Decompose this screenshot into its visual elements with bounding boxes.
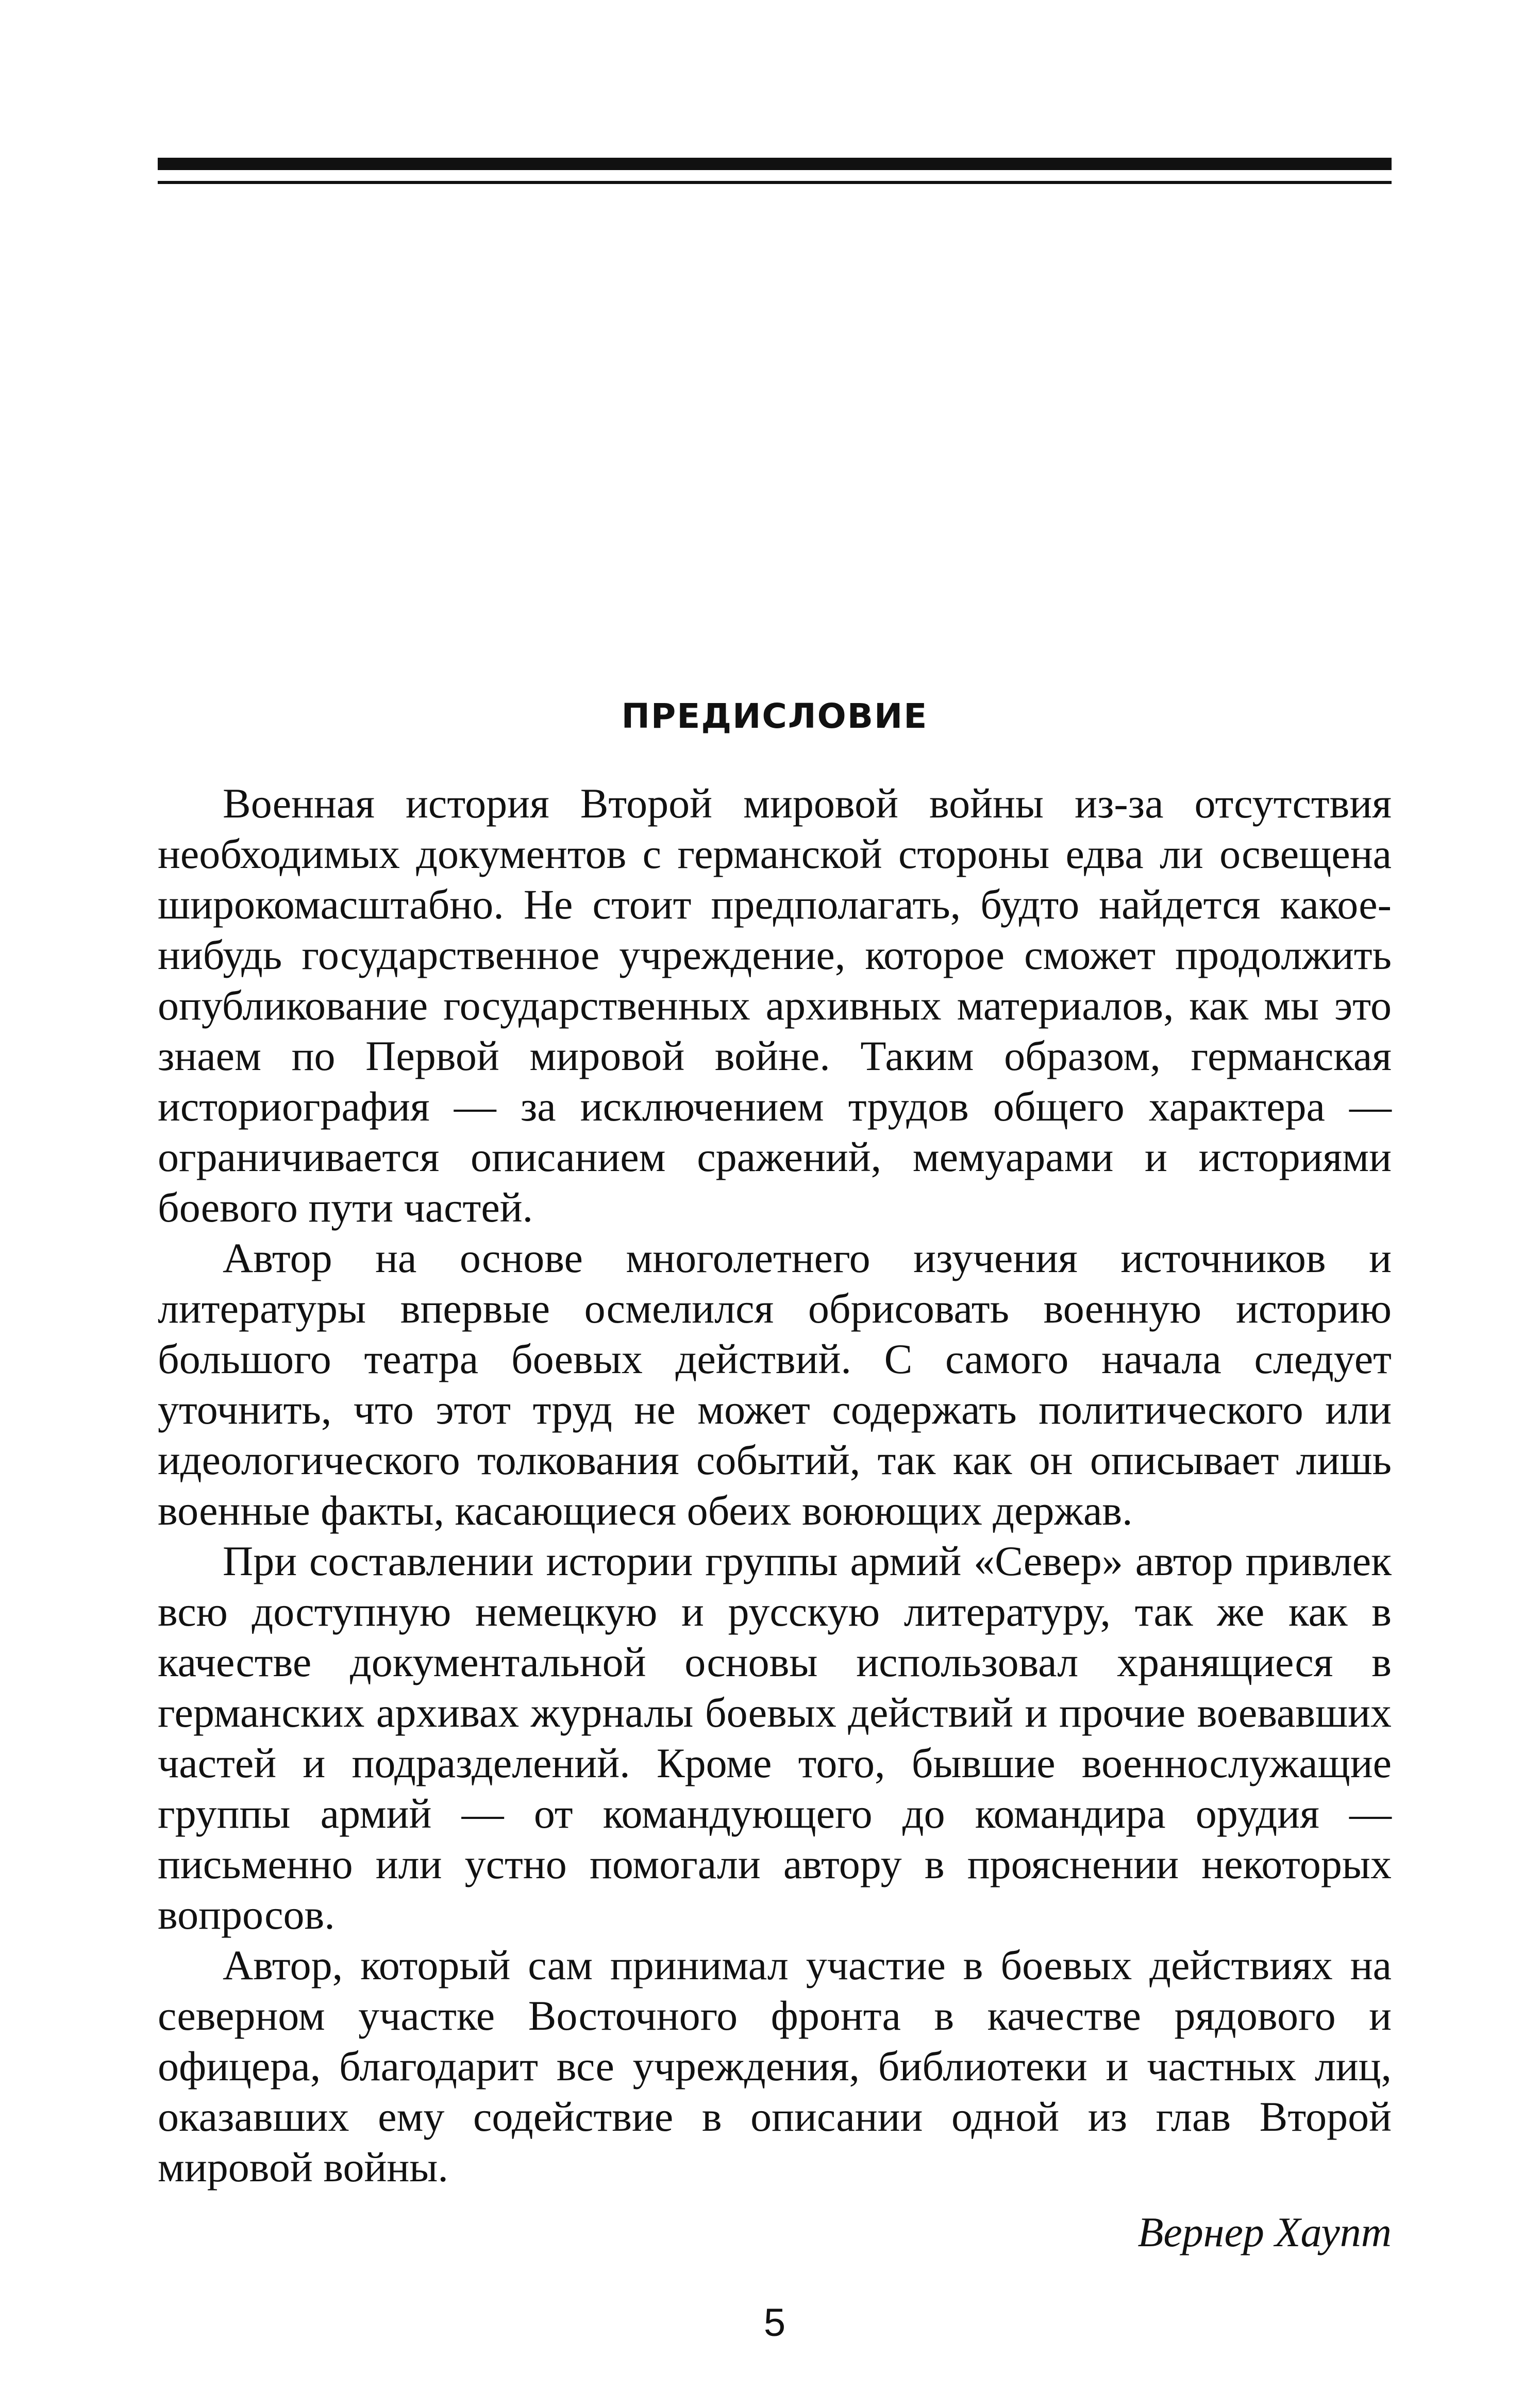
author-signature: Вернер Хаупт (1137, 2209, 1392, 2255)
page-number: 5 (763, 2301, 786, 2345)
header-rule-thick (158, 158, 1392, 170)
paragraph-2: Автор на основе многолетнего изучения источников и литературы впервые осмелился обрисовать военную историю большого театра боевых действий. С самого начала следует уточнить, что этот труд не может содержать политического или идеологического толкования событий, так как он описывает лишь военные факты, касающиеся обеих воюющих держав. (158, 1234, 1392, 1534)
paragraph-1: Военная история Второй мировой войны из-за отсутствия необходимых документов с германской стороны едва ли освещена широкомасштабно. Не стоит предполагать, будто найдется какое-нибудь государственное учреждение, которое сможет продолжить опубликование государственных архивных материалов, как мы это знаем по Первой мировой войне. Таким образом, германская историография — за исключением трудов общего характера — ограничивается описанием сражений, мемуарами и историями боевого пути частей. (158, 780, 1392, 1231)
header-rule-thin (158, 181, 1392, 184)
body-text (158, 778, 1392, 2193)
chapter-heading: ПРЕДИСЛОВИЕ (621, 696, 928, 736)
paragraph-3: При составлении истории группы армий «Север» автор привлек всю доступную немецкую и русскую литературу, так же как в качестве документальной основы использовал хранящиеся в германских архивах журналы боевых действий и прочие воевавших частей и подразделений. Кроме того, бывшие военнослужащие группы армий — от командующего до командира орудия — письменно или устно помогали автору в прояснении некоторых вопросов. (158, 1538, 1392, 1938)
paragraph-4: Автор, который сам принимал участие в боевых действиях на северном участке Восточного фронта в качестве рядового и офицера, благодарит все учреждения, библиотеки и частных лиц, оказавших ему содействие в описании одной из глав Второй мировой войны. (158, 1942, 1392, 2191)
